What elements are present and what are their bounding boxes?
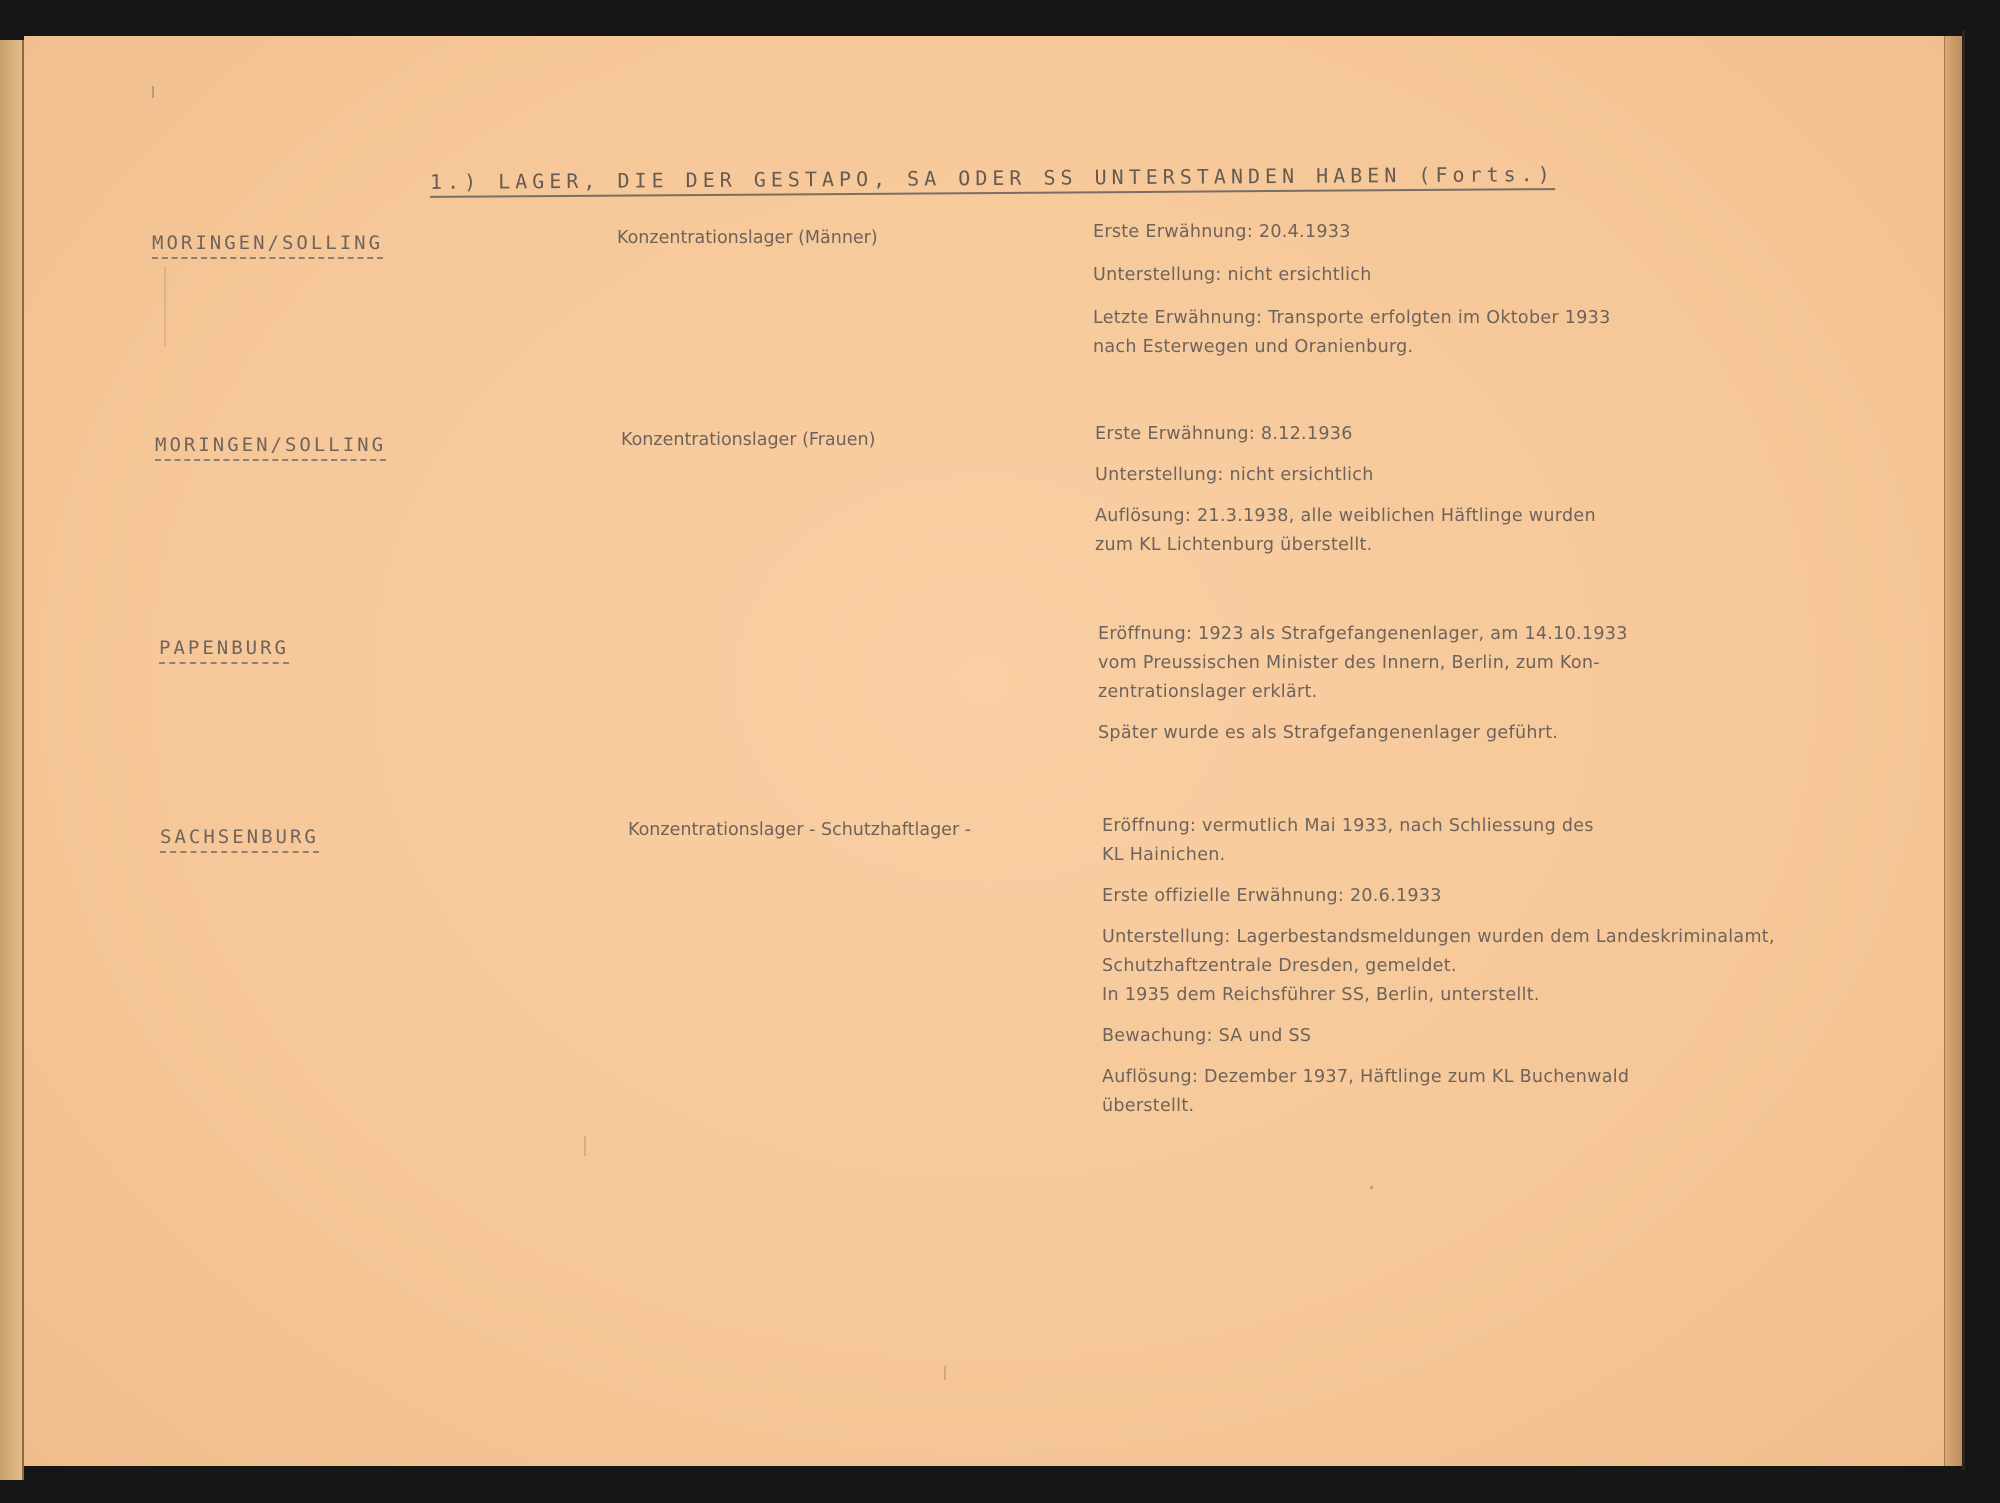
camp-type: Konzentrationslager - Schutzhaftlager - <box>628 820 972 840</box>
scan-speck <box>944 1366 946 1380</box>
previous-page-edge <box>0 40 24 1480</box>
place-name: SACHSENBURG <box>160 826 319 853</box>
detail-entry: Eröffnung: vermutlich Mai 1933, nach Schliessung des KL Hainichen. <box>1102 816 1594 865</box>
detail-entry: Unterstellung: Lagerbestandsmeldungen wurden dem Landeskriminalamt, Schutzhaftzentrale Dresden, gemeldet. In 1935 dem Reichsführer SS, Berlin, unterstellt. <box>1102 927 1775 1005</box>
binding-line <box>1962 30 1965 1470</box>
detail-entry: Später wurde es als Strafgefangenenlager geführt. <box>1098 723 1559 743</box>
scan-streak <box>164 266 166 346</box>
scan-speck <box>1370 1186 1373 1189</box>
detail-entry: Bewachung: SA und SS <box>1102 1026 1312 1046</box>
detail-entry: Unterstellung: nicht ersichtlich <box>1095 465 1374 485</box>
detail-entry: Unterstellung: nicht ersichtlich <box>1093 265 1372 285</box>
camp-type: Konzentrationslager (Frauen) <box>621 430 876 450</box>
scan-streak <box>584 1136 586 1156</box>
scan-speck <box>152 86 154 98</box>
document-page <box>24 36 1944 1466</box>
detail-entry: Erste Erwähnung: 20.4.1933 <box>1093 222 1351 242</box>
detail-entry: Erste offizielle Erwähnung: 20.6.1933 <box>1102 886 1442 906</box>
detail-entry: Erste Erwähnung: 8.12.1936 <box>1095 424 1353 444</box>
camp-details <box>1102 812 1775 1121</box>
camp-details <box>1095 420 1596 560</box>
page-right-edge <box>1944 36 1963 1466</box>
place-name: PAPENBURG <box>159 637 289 664</box>
detail-entry: Eröffnung: 1923 als Strafgefangenenlager, am 14.10.1933 vom Preussischen Minister des Innern, Berlin, zum Kon- zentrationslager erklärt. <box>1098 624 1628 702</box>
place-name: MORINGEN/SOLLING <box>155 434 386 461</box>
place-name: MORINGEN/SOLLING <box>152 232 383 259</box>
detail-entry: Letzte Erwähnung: Transporte erfolgten im Oktober 1933 nach Esterwegen und Oranienburg. <box>1093 308 1611 357</box>
detail-entry: Auflösung: Dezember 1937, Häftlinge zum KL Buchenwald überstellt. <box>1102 1067 1630 1116</box>
camp-details <box>1098 620 1628 748</box>
camp-details <box>1093 218 1611 362</box>
camp-type: Konzentrationslager (Männer) <box>617 228 878 248</box>
page-heading: 1.) LAGER, DIE DER GESTAPO, SA ODER SS UNTERSTANDEN HABEN (Forts.) <box>430 162 1555 198</box>
detail-entry: Auflösung: 21.3.1938, alle weiblichen Häftlinge wurden zum KL Lichtenburg überstellt. <box>1095 506 1596 555</box>
